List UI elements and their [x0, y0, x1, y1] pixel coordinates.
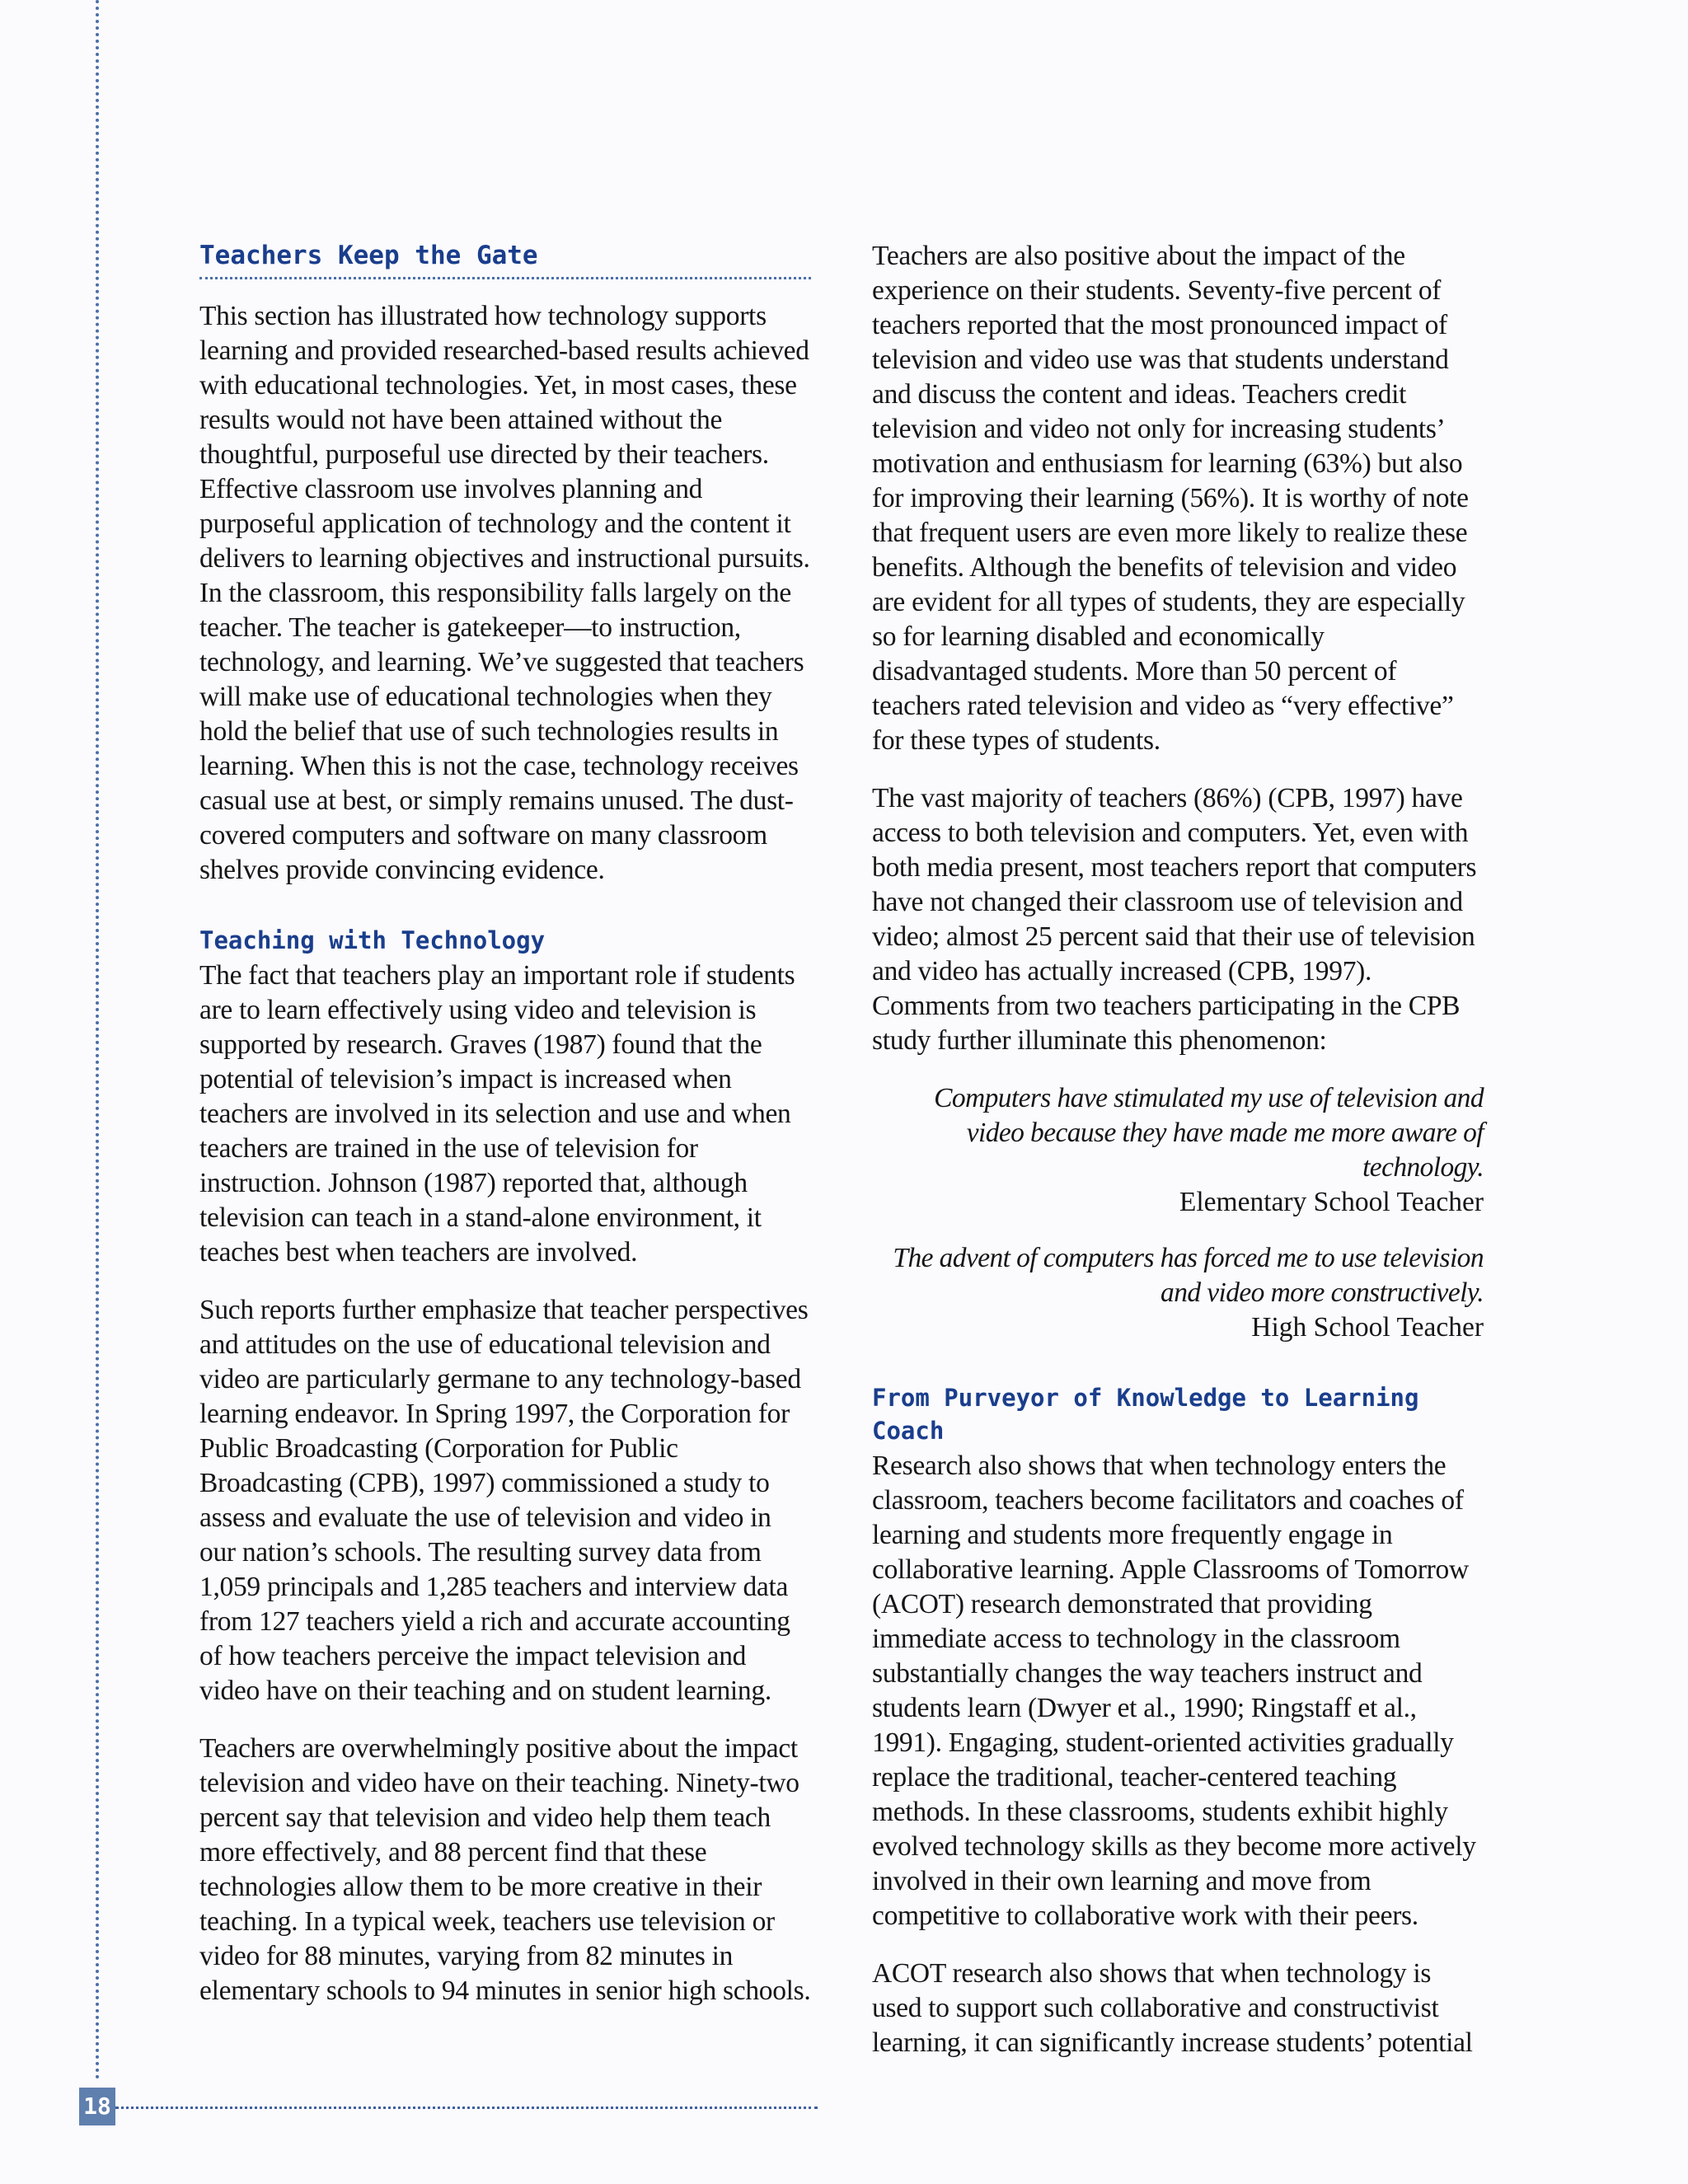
footer-dotted-rule	[115, 2107, 818, 2109]
pull-quote	[872, 1241, 1484, 1345]
subsection-heading: Teaching with Technology	[199, 926, 546, 954]
body-paragraph: The fact that teachers play an important role if students are to learn effectively using video and television is supported by research. Graves (1987) found that the potential of television’s impact is increased when teachers are involved in its selection and use and when teachers are trained in the use of television for instruction. Johnson (1987) reported that, although television can teach in a stand-alone environment, it teaches best when teachers are involved.	[199, 960, 795, 1268]
body-paragraph: ACOT research also shows that when technology is used to support such collaborative and constructivist learning, it can significantly increase students’ potential	[872, 1958, 1473, 2058]
right-column	[872, 239, 1484, 2083]
quote-attribution: High School Teacher	[1251, 1312, 1484, 1343]
page-number: 18	[79, 2088, 115, 2125]
body-paragraph: The vast majority of teachers (86%) (CPB, 1997) have access to both television and computers. Yet, even with both media present, most teachers report that computers have not changed their classroom use of television and video; almost 25 percent said that their use of television and video has actually increased (CPB, 1997). Comments from two teachers participating in the CPB study further illuminate this phenomenon:	[872, 783, 1477, 1056]
subsection-heading: From Purveyor of Knowledge to Learning Coach	[872, 1384, 1419, 1445]
pull-quote	[872, 1081, 1484, 1220]
left-column	[199, 239, 811, 2032]
body-paragraph: This section has illustrated how technology supports learning and provided researched-based results achieved with educational technologies. Yet, in most cases, these results would not have been attained without the thoughtful, purposeful use directed by their teachers. Effective classroom use involves planning and purposeful application of technology and the content it delivers to learning objectives and instructional pursuits. In the classroom, this responsibility falls largely on the teacher. The teacher is gatekeeper—to instruction, technology, and learning. We’ve suggested that teachers will make use of educational technologies when they hold the belief that use of such technologies results in learning. When this is not the case, technology receives casual use at best, or simply remains unused. The dust-covered computers and software on many classroom shelves provide convincing evidence.	[199, 301, 810, 885]
quote-attribution: Elementary School Teacher	[1179, 1187, 1484, 1217]
quote-text: Computers have stimulated my use of television and video because they have made me more aware of technology.	[934, 1083, 1484, 1183]
left-margin-dotted-rule	[96, 0, 99, 2081]
body-paragraph: Research also shows that when technology enters the classroom, teachers become facilitators and coaches of learning and students more frequently engage in collaborative learning. Apple Classrooms of Tomorrow (ACOT) research demonstrated that providing immediate access to technology in the classroom substantially changes the way teachers instruct and students learn (Dwyer et al., 1990; Ringstaff et al., 1991). Engaging, student-oriented activities gradually replace the traditional, teacher-centered teaching methods. In these classrooms, students exhibit highly evolved technology skills as they become more actively involved in their own learning and move from competitive to collaborative work with their peers.	[872, 1451, 1476, 1931]
quote-text: The advent of computers has forced me to use television and video more constructively.	[893, 1243, 1484, 1308]
body-paragraph: Such reports further emphasize that teacher perspectives and attitudes on the use of educational television and video are particularly germane to any technology-based learning endeavor. In Spring 1997, the Corporation for Public Broadcasting (Corporation for Public Broadcasting (CPB), 1997) commissioned a study to assess and evaluate the use of television and video in our nation’s schools. The resulting survey data from 1,059 principals and 1,285 teachers and interview data from 127 teachers yield a rich and accurate accounting of how teachers perceive the impact television and video have on their teaching and on student learning.	[199, 1295, 809, 1706]
body-paragraph: Teachers are overwhelmingly positive about the impact television and video have on their teaching. Ninety-two percent say that television and video help them teach more effectively, and 88 percent find that these technologies allow them to be more creative in their teaching. In a typical week, teachers use television or video for 88 minutes, varying from 82 minutes in elementary schools to 94 minutes in senior high schools.	[199, 1733, 811, 2006]
section-heading: Teachers Keep the Gate	[199, 239, 811, 279]
body-paragraph: Teachers are also positive about the impact of the experience on their students. Seventy-five percent of teachers reported that the most pronounced impact of television and video use was that students understand and discuss the content and ideas. Teachers credit television and video not only for increasing students’ motivation and enthusiasm for learning (63%) but also for improving their learning (56%). It is worthy of note that frequent users are even more likely to realize these benefits. Although the benefits of television and video are evident for all types of students, they are especially so for learning disabled and economically disadvantaged students. More than 50 percent of teachers rated television and video as “very effective” for these types of students.	[872, 241, 1469, 756]
